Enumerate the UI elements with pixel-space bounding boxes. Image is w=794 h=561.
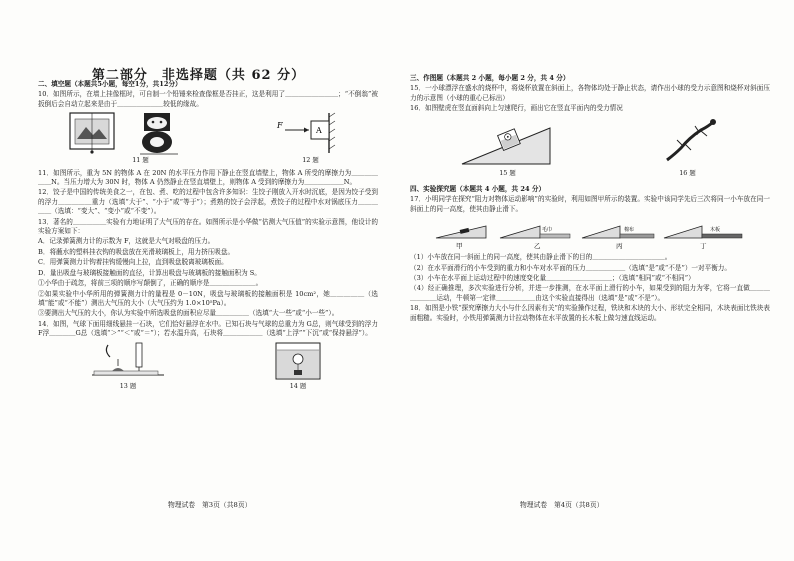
question-13-step-d: D．量出吸盘与玻璃板接触面的直径，计算出吸盘与玻璃板的接触面积为 S。	[38, 268, 261, 277]
footer-page-3: 物理试卷 第3页（共8页）	[168, 501, 252, 509]
figure-12-caption: 12 题	[302, 156, 319, 165]
question-13-part-1: ①小华由于疏忽，将前三项的顺序写颠倒了，正确的顺序是＿＿＿＿＿＿＿。	[38, 279, 263, 288]
section-experiment-heading: 四、实验探究题（本题共 4 小题，共 24 分）	[410, 185, 546, 194]
surface-towel: 毛巾	[542, 227, 553, 234]
figure-13	[88, 341, 168, 391]
left-column	[38, 80, 378, 394]
surface-wood: 木板	[710, 227, 721, 234]
figure-16	[653, 116, 723, 178]
figure-17-ramps	[410, 216, 770, 250]
ramp-yi	[500, 226, 570, 250]
ramp-experiment-illustration	[430, 216, 750, 250]
question-10: 10．如图所示，在墙上挂像框时，可自制一个铅锤来检查像框是否挂正，这是利用了＿＿＿＿＿＿＿＿；“不倒翁”被扳倒后会自动立起来是由于＿＿＿＿＿＿＿较低的缘故。	[38, 90, 378, 108]
block-against-wall-illustration	[271, 111, 351, 155]
question-13-step-a: A．记录弹簧测力计的示数为 F，这就是大气对吸盘的压力。	[38, 237, 215, 246]
ramp-ding	[664, 226, 742, 250]
section-fill-in-heading: 二、填空题（本题共5小题，每空1分，共12分）	[38, 80, 182, 88]
force-label: F	[276, 121, 283, 131]
right-column	[410, 74, 770, 324]
question-17-part-3: （3）小车在水平面上运动过程中的速度变化量＿＿＿＿＿＿＿＿＿＿；（选填“相同”或“不相同”）	[410, 274, 695, 283]
figure-11-caption: 11 题	[132, 156, 149, 165]
question-17-part-1: （1）小车放在同一斜面上的同一高度，使其由静止滑下的目的＿＿＿＿＿＿＿＿＿＿＿。	[410, 253, 672, 262]
ramp-bing	[582, 226, 654, 250]
figure-14	[268, 341, 328, 391]
block-label: A	[315, 126, 322, 136]
figures-11-12	[38, 111, 378, 165]
figures-15-16	[410, 116, 770, 178]
suction-cup-illustration	[88, 341, 168, 381]
footer-page-4: 物理试卷 第4页（共8页）	[520, 501, 604, 509]
question-13-step-c: C．用弹簧测力计钩着挂钩缓慢向上拉，直到吸盘脱离玻璃板面。	[38, 258, 228, 267]
ramp-label-jia: 甲	[456, 242, 463, 251]
frame-and-tumbler-illustration	[66, 111, 216, 155]
figure-16-caption: 16 题	[679, 168, 696, 177]
question-14: 14．如图，气球下面用细线悬挂一石块，它们恰好悬浮在水中。已知石块与气球的总重力为 G总，则气球受到的浮力 F浮＿＿＿＿G总（选填“＞”“＜”或“＝”）；若水温升高，石块将＿＿＿＿＿＿（选填“上浮”“下沉”或“保持悬浮”）。	[38, 319, 378, 338]
ramp-jia	[436, 226, 486, 250]
question-13-step-b: B．将蘸水的塑料挂衣钩的吸盘放在光滑玻璃板上，用力挤压吸盘。	[38, 247, 235, 256]
surface-cotton: 棉布	[624, 227, 635, 234]
question-17: 17．小明同学在探究“阻力对物体运动影响”的实验时，利用如图甲所示的装置。实验中该同学先后三次将同一小车放在同一斜面上的同一高度，使其由静止滑下。	[410, 195, 770, 213]
ramp-label-bing: 丙	[616, 242, 623, 251]
incline-beaker-illustration	[458, 116, 558, 168]
question-11: 11．如图所示，重为 5N 的物体 A 在 20N 的水平压力作用下静止在竖直墙壁上，物体 A 所受的摩擦力为＿＿＿＿＿＿N。当压力增大为 30N 时，物体 A 仍然静止在竖直墙壁上，则物体 A 受到的摩擦力为＿＿＿＿＿＿N。	[38, 168, 378, 187]
question-12: 12．饺子是中国的传统美食之一，在包、煮、吃的过程中包含许多知识：生饺子刚放入开水时沉底，是因为饺子受到的浮力＿＿＿＿＿重力（选填“大于”、“小于”或“等于”）；煮熟的饺子会浮起，煮饺子的过程中水对锅底压力＿＿＿＿＿（选填：“变大”、“变小”或“不变”）。	[38, 188, 378, 216]
question-13-part-3: ③要测出大气压的大小，你认为实验中所选吸盘的面积应尽量＿＿＿＿＿（选填“大一些”或“小一些”）。	[38, 309, 339, 318]
question-13-part-2: ②如果实验中小华所用的弹簧测力计的量程是 0－10N，吸盘与玻璃板的接触面积是 10cm²，她＿＿＿＿＿（选填“能”或“不能”）测出大气压的大小（大气压约为 1.0×10⁵Pa）。	[38, 289, 378, 307]
figures-13-14	[38, 341, 378, 391]
question-16: 16．如图壁虎在竖直面斜向上匀速爬行，画出它在竖直平面内的受力情况	[410, 104, 623, 113]
figure-15-caption: 15 题	[499, 168, 516, 177]
figure-15	[458, 116, 558, 178]
figure-11	[66, 111, 216, 165]
ramp-label-ding: 丁	[700, 242, 707, 251]
gecko-on-wall-illustration	[653, 116, 723, 168]
question-17-part-4: （4）经正确推理，多次实验进行分析，并进一步推测，在水平面上滑行的小车，如果受到的阻力为零，它将一直做＿＿＿＿＿＿＿运动，牛顿第一定律＿＿＿＿＿＿由这个实验直接得出（选填“是”或“不是”）。	[410, 284, 770, 302]
question-13: 13．著名的＿＿＿＿＿实验有力地证明了大气压的存在。如图所示是小华做“估测大气压值”的实验示意图，他设计的实验方案如下：	[38, 217, 378, 236]
figure-12	[271, 111, 351, 165]
ramp-label-yi: 乙	[534, 242, 541, 251]
section-drawing-heading: 三、作图题（本题共 2 小题，每小题 2 分，共 4 分）	[410, 74, 570, 82]
part-title: 第二部分 非选择题（共 62 分）	[91, 68, 306, 83]
question-17-part-2: （2）在水平面滑行的小车受到的重力和小车对水平面的压力＿＿＿＿＿＿（选填“是”或“不是”）一对平衡力。	[410, 263, 731, 272]
question-18: 18．如图是小铁“探究摩擦力大小与什么因素有关”的实验操作过程，铁块和木块的大小、形状完全相同，木块表面比铁块表面粗糙。实验时，小铁用弹簧测力计拉动物体在水平放置的长木板上做匀速直线运动。	[410, 304, 770, 322]
figure-14-caption: 14 题	[289, 381, 307, 390]
question-15: 15．一小球漂浮在盛水的烧杯中，将烧杯放置在斜面上，各物体均处于静止状态，请作出小球的受力示意图和烧杯对斜面压力的示意图（小球的重心已标出）	[410, 84, 770, 102]
balloon-in-water-illustration	[268, 341, 328, 381]
figure-13-caption: 13 题	[119, 381, 137, 390]
